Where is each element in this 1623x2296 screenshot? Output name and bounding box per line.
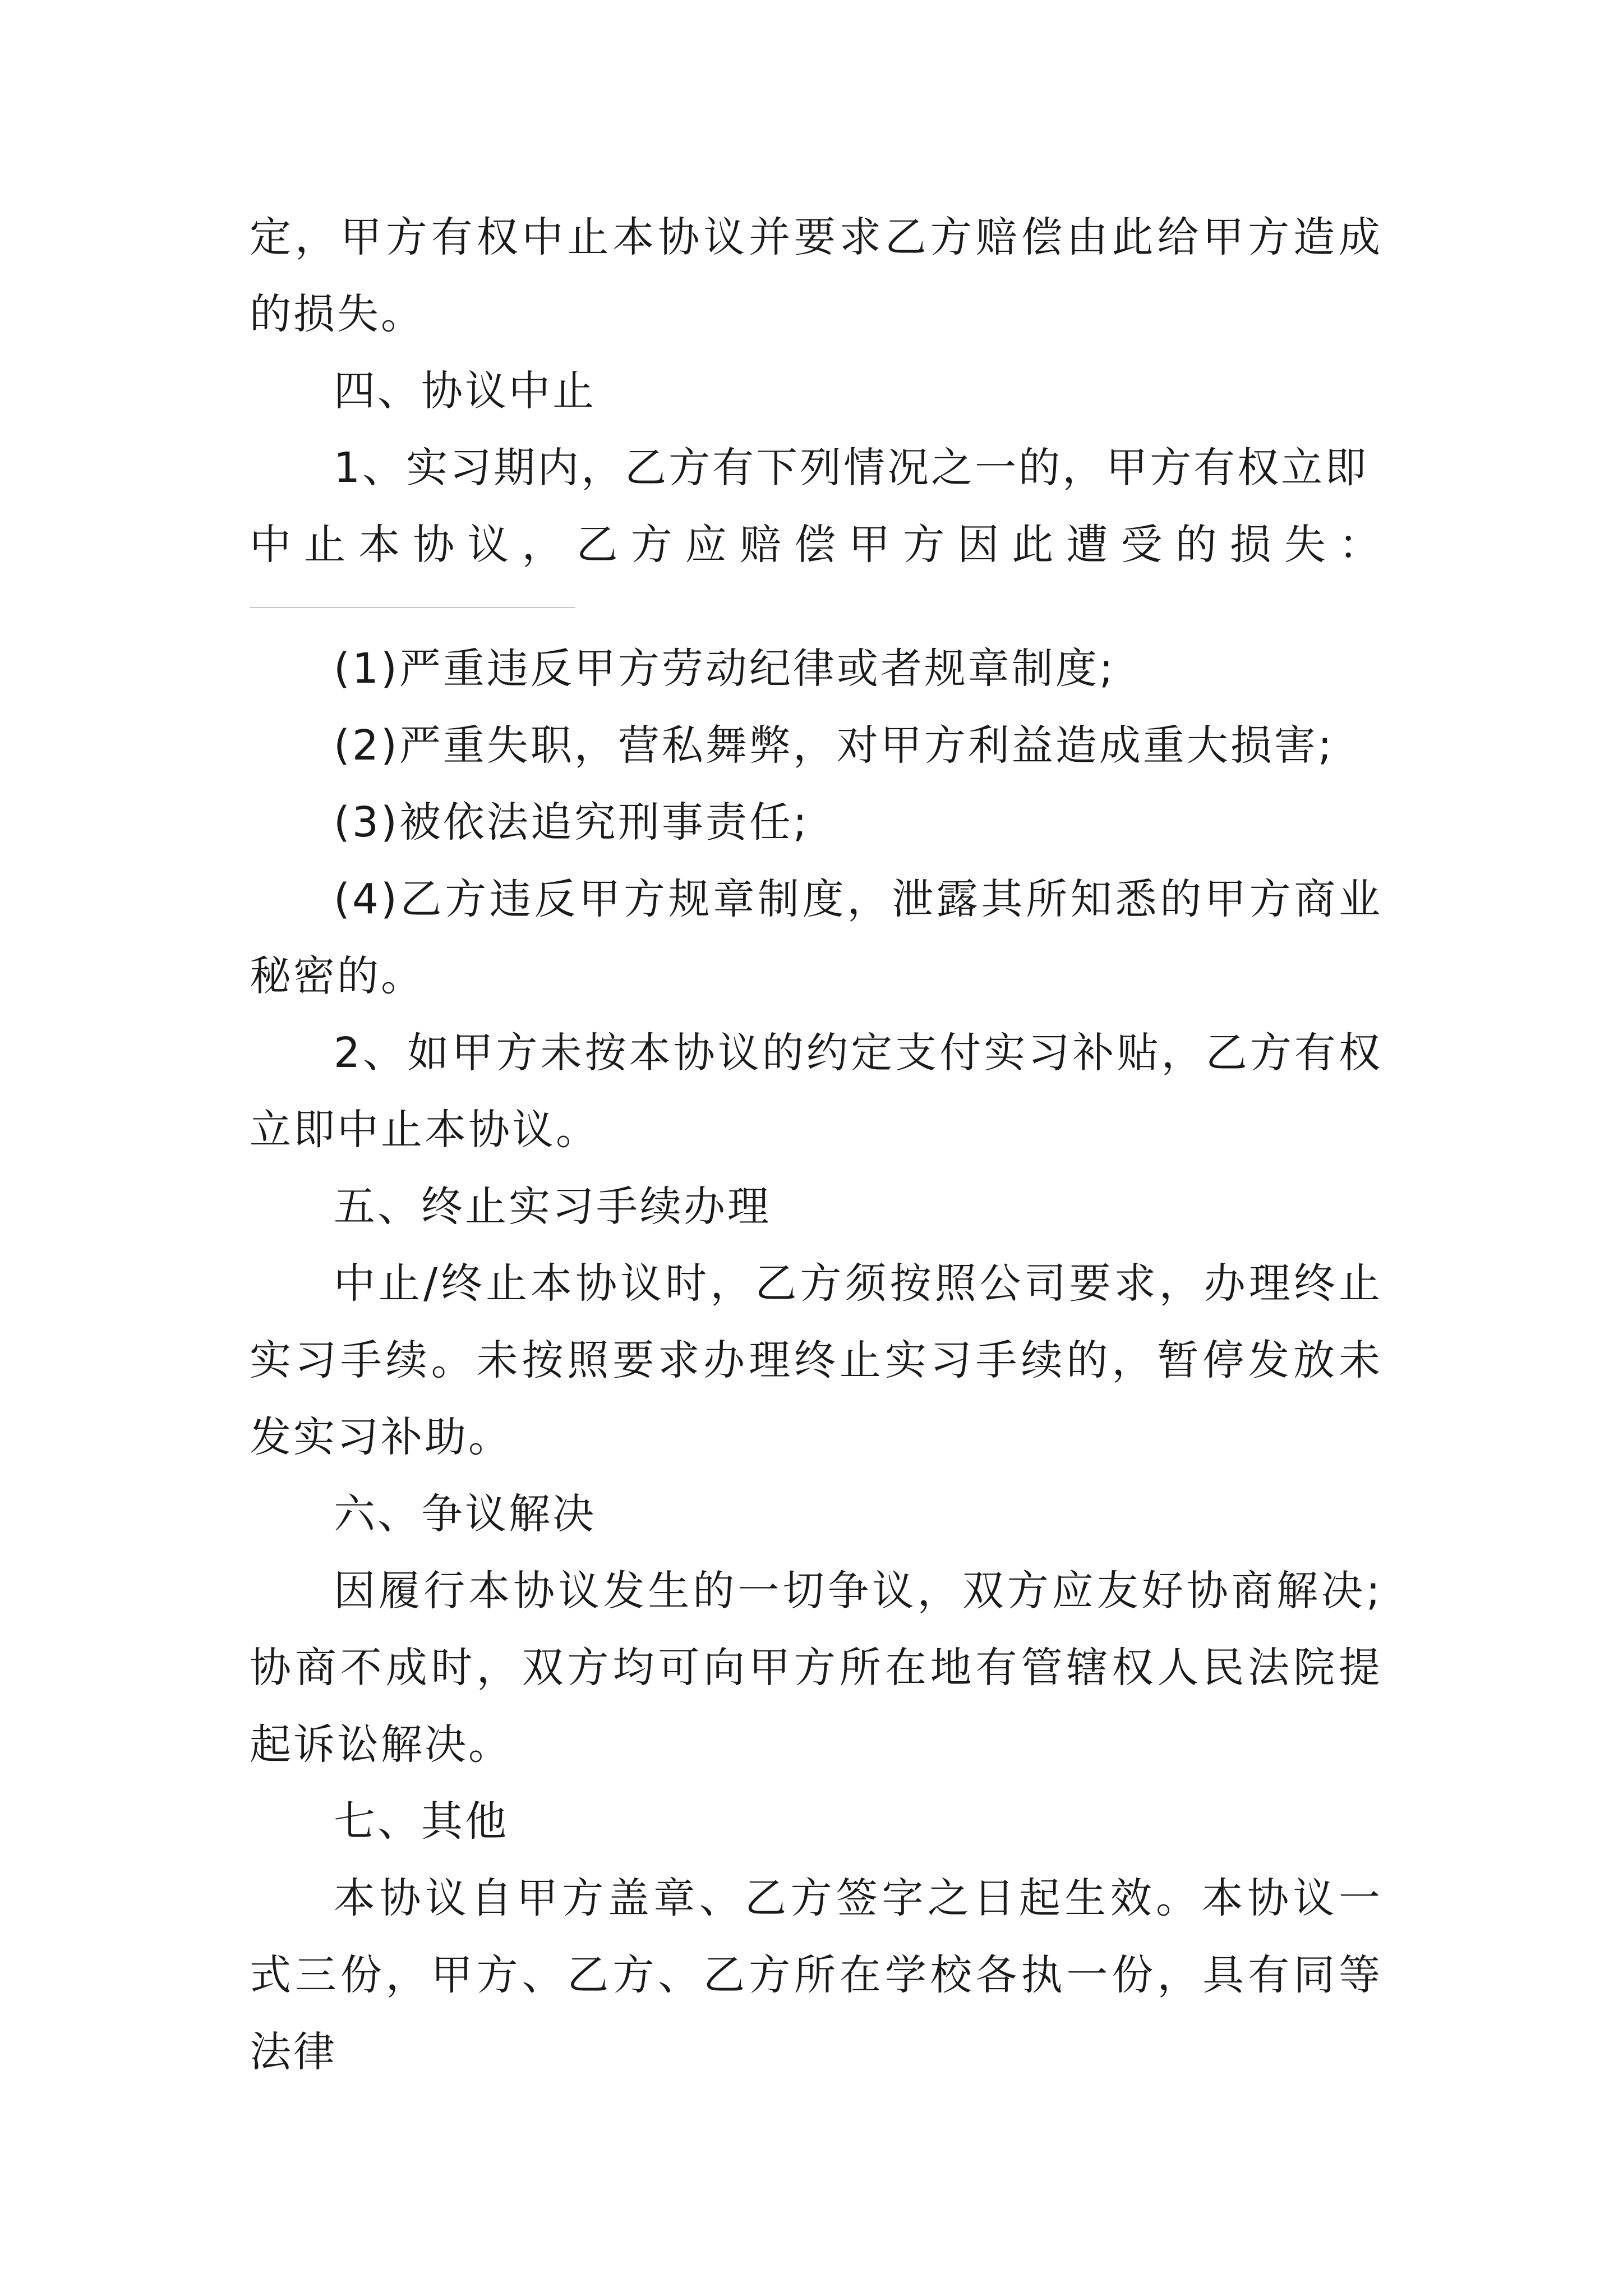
list-item-4: (4)乙方违反甲方规章制度，泄露其所知悉的甲方商业秘密的。 [250, 875, 1382, 1000]
section-heading-4: 四、协议中止 [334, 367, 596, 415]
list-item-2: (2)严重失职，营私舞弊，对甲方利益造成重大损害; [334, 721, 1334, 770]
dispute-paragraph: 因履行本协议发生的一切争议，双方应友好协商解决;协商不成时，双方均可向甲方所在地有管辖权人民法院提起诉讼解决。 [250, 1567, 1382, 1769]
section-heading-7: 七、其他 [334, 1797, 509, 1846]
section-heading-5: 五、终止实习手续办理 [334, 1182, 771, 1231]
paragraph-continuation: 定，甲方有权中止本协议并要求乙方赔偿由此给甲方造成的损失。 [250, 213, 1382, 338]
clause-2: 2、如甲方未按本协议的约定支付实习补贴，乙方有权立即中止本协议。 [250, 1029, 1382, 1154]
list-item-1: (1)严重违反甲方劳动纪律或者规章制度; [334, 645, 1115, 693]
list-item-3: (3)被依法追究刑事责任; [334, 798, 809, 846]
divider-line [250, 607, 575, 608]
section-heading-6: 六、争议解决 [334, 1490, 596, 1538]
other-paragraph: 本协议自甲方盖章、乙方签字之日起生效。本协议一式三份，甲方、乙方、乙方所在学校各执一份，具有同等法律 [250, 1874, 1382, 2076]
document-body [250, 199, 1382, 2091]
clause-1-line-2: 中止本协议，乙方应赔偿甲方因此遭受的损失： [250, 521, 1382, 569]
termination-paragraph: 中止/终止本协议时，乙方须按照公司要求，办理终止实习手续。未按照要求办理终止实习手续的，暂停发放未发实习补助。 [250, 1259, 1382, 1461]
clause-1-line-1: 1、实习期内，乙方有下列情况之一的，甲方有权立即 [334, 444, 1369, 492]
